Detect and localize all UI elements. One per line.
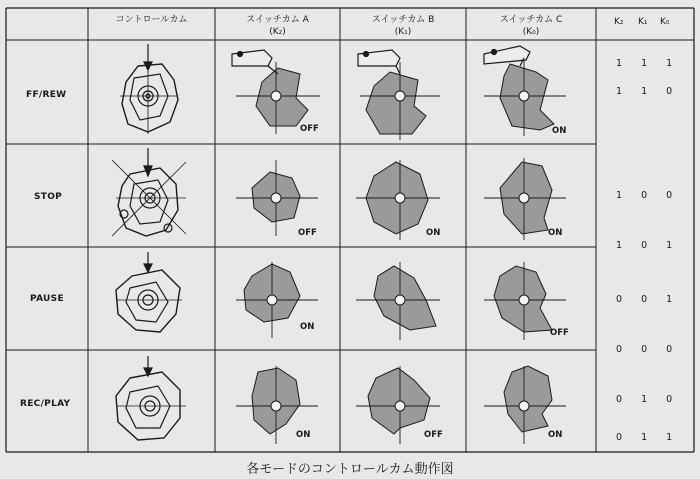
state-a-rec-play: ON — [296, 430, 311, 440]
header-k2: K₂ — [614, 17, 624, 27]
state-b-rec-play: OFF — [424, 430, 443, 440]
cam-c-rec-play — [504, 366, 552, 432]
bits-row: 1 0 0 — [616, 190, 681, 201]
control-cam-stop — [112, 148, 186, 236]
state-c-stop: ON — [548, 228, 563, 238]
bits-row: 0 0 0 — [616, 344, 681, 355]
state-c-ff-rew: ON — [552, 126, 567, 136]
state-c-pause: OFF — [550, 328, 569, 338]
header-switch-cam-c: スイッチカム C — [499, 15, 563, 25]
bits-row: 1 0 1 — [616, 240, 681, 251]
row-label-pause: PAUSE — [30, 294, 64, 304]
control-cam-rec-play — [116, 356, 186, 440]
state-a-pause: ON — [300, 322, 315, 332]
control-cam-pause — [116, 252, 182, 332]
row-label-stop: STOP — [34, 192, 63, 202]
header-k1: K₁ — [638, 17, 648, 27]
bits-row: 0 1 0 — [616, 394, 681, 405]
header-switch-cam-a: スイッチカム A — [246, 15, 309, 25]
state-a-stop: OFF — [298, 228, 317, 238]
header-switch-cam-c-sub: (K₀) — [522, 27, 540, 37]
row-label-ff-rew: FF/REW — [26, 90, 67, 100]
bits-row: 1 1 0 — [616, 86, 681, 97]
control-cam-ff-rew — [120, 44, 178, 134]
header-switch-cam-a-sub: (K₂) — [269, 27, 286, 37]
cam-a-ff-rew — [256, 68, 308, 126]
header-control-cam: コントロールカム — [115, 15, 188, 25]
cam-b-ff-rew — [366, 72, 426, 134]
header-switch-cam-b-sub: (K₁) — [394, 27, 412, 37]
bits-row: 0 1 1 — [616, 432, 681, 443]
state-b-stop: ON — [426, 228, 441, 238]
header-switch-cam-b: スイッチカム B — [371, 15, 435, 25]
header-k0: K₀ — [660, 17, 670, 27]
state-c-rec-play: ON — [548, 430, 563, 440]
bits-row: 1 1 1 — [616, 58, 681, 69]
bits-row: 0 0 1 — [616, 294, 681, 305]
row-label-rec-play: REC/PLAY — [20, 399, 71, 409]
figure-caption: 各モードのコントロールカム動作図 — [246, 462, 454, 477]
state-a-ff-rew: OFF — [300, 124, 319, 134]
